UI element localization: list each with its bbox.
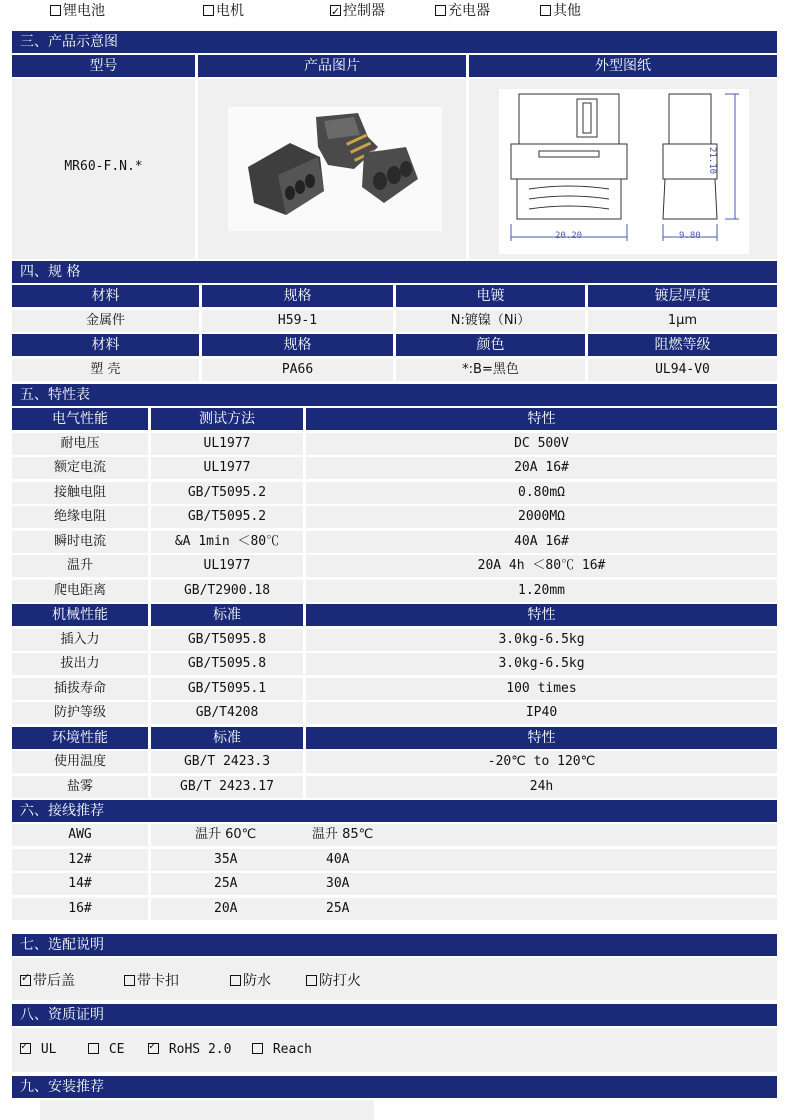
table-cell: 3.0kg-6.5kg — [306, 653, 777, 675]
table-cell: UL1977 — [151, 457, 303, 479]
table-cell: N:镀镍（Ni） — [396, 310, 585, 332]
column-header: 产品图片 — [198, 55, 466, 77]
table-cell: 瞬时电流 — [12, 531, 148, 553]
table-cell: 40A — [306, 849, 777, 871]
cert-rohs[interactable] — [148, 1042, 231, 1057]
table-cell: GB/T 2423.3 — [151, 751, 303, 773]
option-label: 带卡扣 — [137, 973, 179, 989]
dimension-width: 20.20 — [555, 231, 583, 241]
option-rear-cover[interactable] — [20, 970, 75, 990]
option-label: 锂电池 — [63, 3, 105, 19]
table-cell: 0.80mΩ — [306, 482, 777, 504]
table-cell: GB/T4208 — [151, 702, 303, 724]
checkbox-checked[interactable] — [20, 975, 31, 986]
dimension-height: 21.10 — [707, 147, 717, 175]
table-cell: GB/T5095.2 — [151, 506, 303, 528]
product-photo — [228, 107, 442, 231]
option-label: CE — [108, 1042, 125, 1057]
option-label: 其他 — [553, 3, 581, 19]
table-cell: 温升 — [12, 555, 148, 577]
table-cell: 12# — [12, 849, 148, 871]
option-label: UL — [40, 1042, 57, 1057]
cert-reach[interactable] — [252, 1042, 312, 1057]
option-label: RoHS 2.0 — [168, 1042, 232, 1057]
column-header: 型号 — [12, 55, 195, 77]
option-label: Reach — [272, 1042, 312, 1057]
product-image-cell — [198, 79, 466, 259]
dimension-depth: 9.80 — [679, 231, 701, 241]
section-title: 九、安装推荐 — [12, 1076, 777, 1098]
table-cell: UL94-V0 — [588, 359, 777, 381]
table-cell: -20℃ to 120℃ — [306, 751, 777, 773]
option-label: 防打火 — [319, 973, 361, 989]
column-header: 环境性能 — [12, 727, 148, 749]
section-title: 五、特性表 — [12, 384, 777, 406]
option-charger[interactable] — [435, 0, 490, 22]
option-controller[interactable] — [330, 0, 385, 22]
column-header: 温升 85℃ — [306, 824, 777, 846]
option-clip[interactable] — [124, 970, 179, 990]
option-label: 带后盖 — [33, 973, 75, 989]
table-cell: 30A — [306, 873, 777, 895]
column-header: 温升 60℃ — [151, 824, 306, 846]
table-cell: 绝缘电阻 — [12, 506, 148, 528]
column-header: 颜色 — [396, 334, 585, 356]
checkbox[interactable] — [50, 5, 61, 16]
column-header: 电气性能 — [12, 408, 148, 430]
column-header: 阻燃等级 — [588, 334, 777, 356]
table-cell: 24h — [306, 776, 777, 798]
table-cell: GB/T2900.18 — [151, 580, 303, 602]
install-panel — [40, 1100, 374, 1120]
table-cell: 防护等级 — [12, 702, 148, 724]
column-header: 特性 — [306, 604, 777, 626]
table-cell: 插入力 — [12, 629, 148, 651]
table-cell: IP40 — [306, 702, 777, 724]
column-header: 材料 — [12, 285, 199, 307]
table-cell: 额定电流 — [12, 457, 148, 479]
table-cell: UL1977 — [151, 555, 303, 577]
table-cell: 塑 壳 — [12, 359, 199, 381]
column-header: 规格 — [202, 285, 393, 307]
table-cell: 20A — [151, 898, 306, 920]
table-cell: 1μm — [588, 310, 777, 332]
checkbox[interactable] — [230, 975, 241, 986]
column-header: 材料 — [12, 334, 199, 356]
column-header: 电镀 — [396, 285, 585, 307]
checkbox[interactable] — [88, 1043, 99, 1054]
options-panel — [12, 958, 777, 1000]
checkbox[interactable] — [124, 975, 135, 986]
category-options — [0, 0, 790, 28]
table-cell: 40A 16# — [306, 531, 777, 553]
column-header: 特性 — [306, 727, 777, 749]
model-number: MR60-F.N.* — [64, 159, 143, 174]
table-cell: 25A — [306, 898, 777, 920]
option-waterproof[interactable] — [230, 970, 271, 990]
drawing-cell — [469, 79, 777, 259]
section-title: 四、规 格 — [12, 261, 777, 283]
option-label: 防水 — [243, 973, 271, 989]
table-cell: 盐雾 — [12, 776, 148, 798]
table-cell: 14# — [12, 873, 148, 895]
checkbox[interactable] — [306, 975, 317, 986]
table-cell: PA66 — [202, 359, 393, 381]
table-cell: 16# — [12, 898, 148, 920]
section-title: 六、接线推荐 — [12, 800, 777, 822]
table-cell: 100 times — [306, 678, 777, 700]
column-header: 规格 — [202, 334, 393, 356]
table-cell: GB/T5095.8 — [151, 629, 303, 651]
option-motor[interactable] — [203, 0, 244, 22]
option-anti-spark[interactable] — [306, 970, 361, 990]
table-cell: H59-1 — [202, 310, 393, 332]
column-header: 特性 — [306, 408, 777, 430]
table-cell: DC 500V — [306, 433, 777, 455]
checkbox-checked[interactable] — [148, 1043, 159, 1054]
table-cell: 爬电距离 — [12, 580, 148, 602]
cert-ul[interactable] — [20, 1042, 56, 1057]
table-cell: 插拔寿命 — [12, 678, 148, 700]
table-cell: 使用温度 — [12, 751, 148, 773]
table-cell: 35A — [151, 849, 306, 871]
column-header: 标准 — [151, 727, 303, 749]
cert-ce[interactable] — [88, 1042, 124, 1057]
table-cell: 20A 4h ＜80℃ 16# — [306, 555, 777, 577]
option-label: 控制器 — [343, 3, 385, 19]
section-title: 八、资质证明 — [12, 1004, 777, 1026]
model-cell — [12, 79, 195, 259]
column-header: AWG — [12, 824, 148, 846]
section-title: 三、产品示意图 — [12, 31, 777, 53]
table-cell: 接触电阻 — [12, 482, 148, 504]
column-header: 标准 — [151, 604, 303, 626]
column-header: 机械性能 — [12, 604, 148, 626]
checkbox-checked[interactable] — [330, 5, 341, 16]
table-cell: 25A — [151, 873, 306, 895]
table-cell: 2000MΩ — [306, 506, 777, 528]
table-cell: GB/T5095.2 — [151, 482, 303, 504]
option-lithium[interactable] — [50, 0, 105, 22]
option-label: 电机 — [216, 3, 244, 19]
table-cell: 1.20mm — [306, 580, 777, 602]
table-cell: GB/T5095.8 — [151, 653, 303, 675]
table-cell: GB/T5095.1 — [151, 678, 303, 700]
table-cell: 金属件 — [12, 310, 199, 332]
option-label: 充电器 — [448, 3, 490, 19]
checkbox-checked[interactable] — [20, 1043, 31, 1054]
checkbox[interactable] — [252, 1043, 263, 1054]
table-cell: &A 1min ＜80℃ — [151, 531, 303, 553]
certification-panel — [12, 1028, 777, 1072]
table-cell: 拔出力 — [12, 653, 148, 675]
column-header: 镀层厚度 — [588, 285, 777, 307]
table-cell: *:B=黑色 — [396, 359, 585, 381]
checkbox[interactable] — [203, 5, 214, 16]
checkbox[interactable] — [435, 5, 446, 16]
table-cell: UL1977 — [151, 433, 303, 455]
section-title: 七、选配说明 — [12, 934, 777, 956]
table-cell: GB/T 2423.17 — [151, 776, 303, 798]
column-header: 测试方法 — [151, 408, 303, 430]
table-cell: 耐电压 — [12, 433, 148, 455]
table-cell: 3.0kg-6.5kg — [306, 629, 777, 651]
table-cell: 20A 16# — [306, 457, 777, 479]
checkbox[interactable] — [540, 5, 551, 16]
option-other[interactable] — [540, 0, 581, 22]
column-header: 外型图纸 — [469, 55, 777, 77]
